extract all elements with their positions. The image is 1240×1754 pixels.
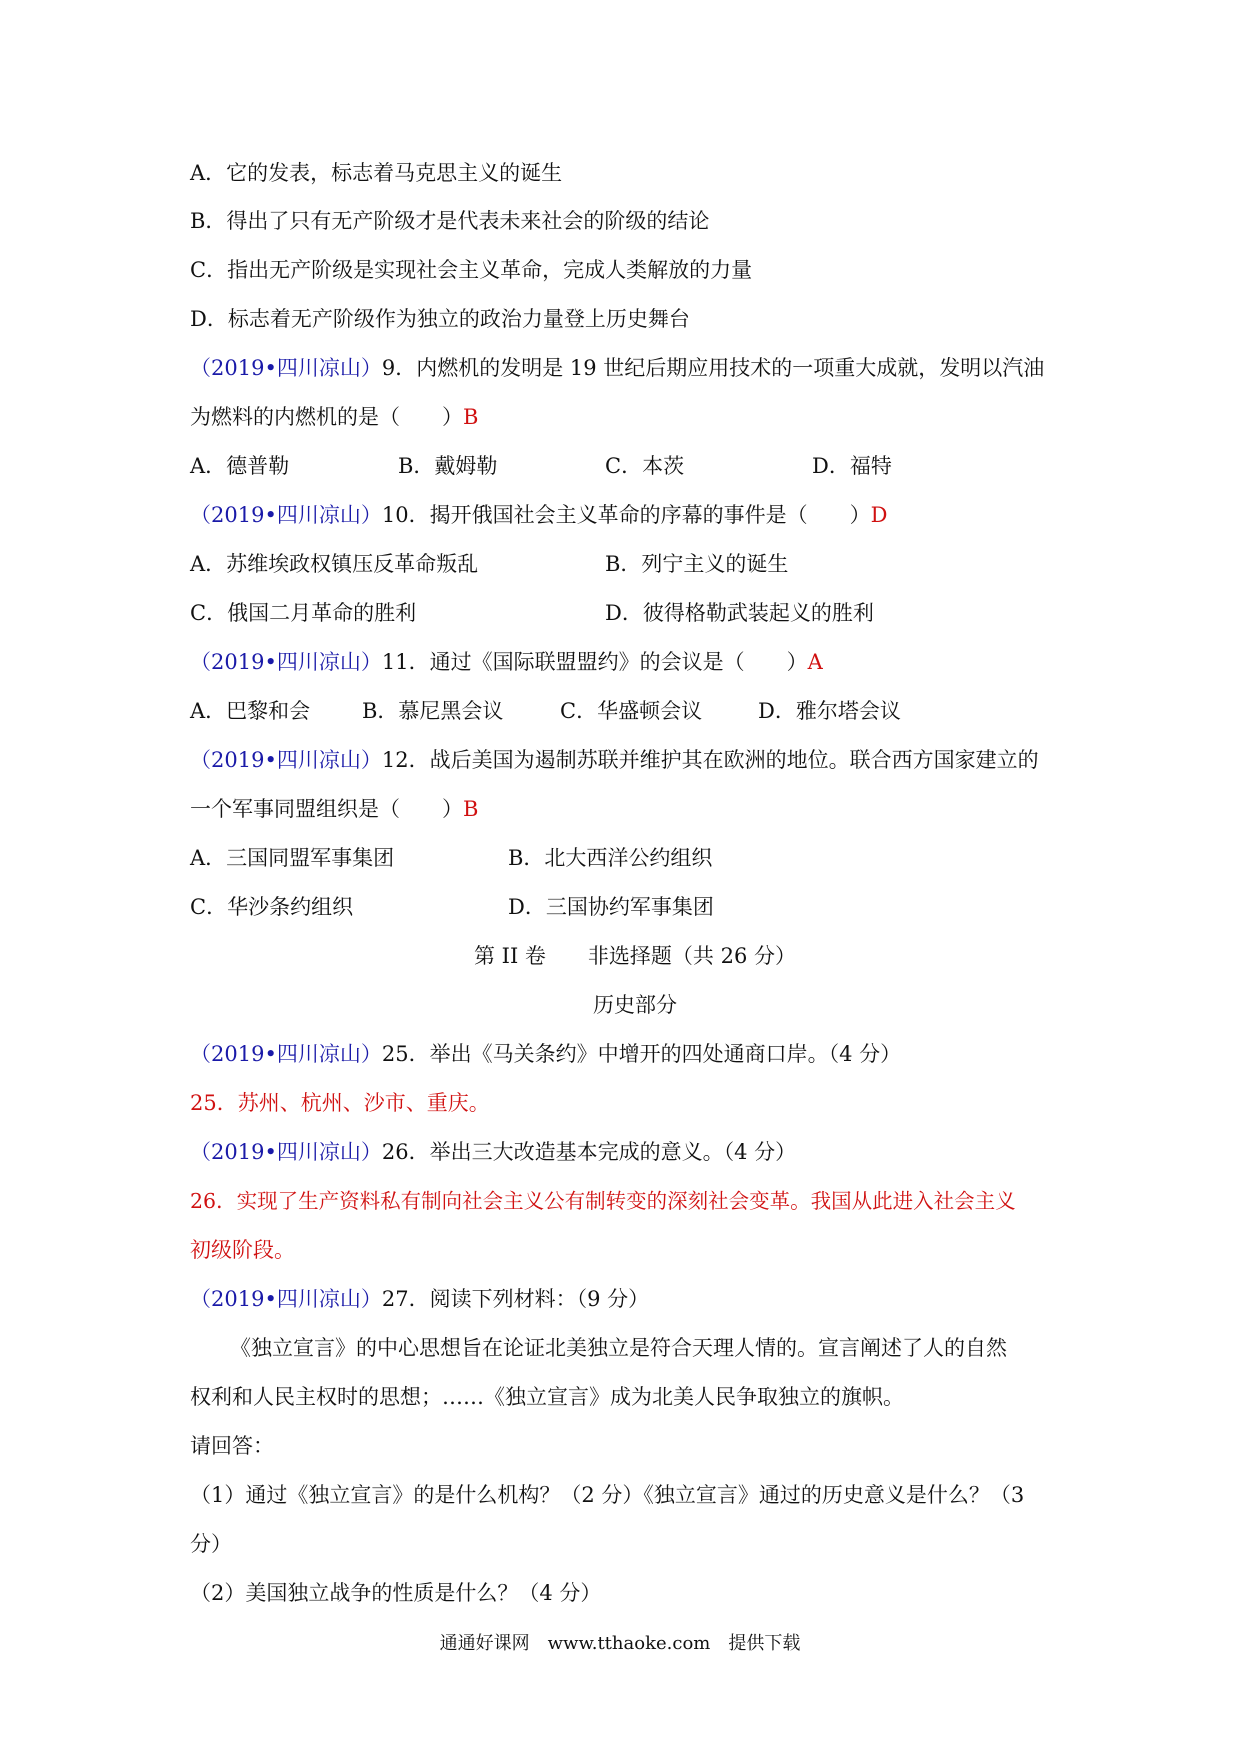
q26-answer-line2: 初级阶段。 [190, 1238, 295, 1262]
q11-option-a: A．巴黎和会 [190, 699, 311, 723]
q8-option-c: C．指出无产阶级是实现社会主义革命，完成人类解放的力量 [190, 258, 753, 282]
q12-option-a: A．三国同盟军事集团 [190, 846, 395, 870]
q9-stem-line2: 为燃料的内燃机的是（ ）B [190, 405, 479, 429]
q12-answer: B [463, 797, 479, 821]
q25-answer: 25．苏州、杭州、沙市、重庆。 [190, 1091, 490, 1115]
q27-material-line1: 《独立宣言》的中心思想旨在论证北美独立是符合天理人情的。宣言阐述了人的自然 [230, 1336, 1007, 1360]
q9-source: （2019•四川凉山） [190, 356, 382, 380]
q12-source: （2019•四川凉山） [190, 748, 382, 772]
q27-stem: （2019•四川凉山）27．阅读下列材料：（9 分） [190, 1287, 650, 1311]
q8-option-d: D．标志着无产阶级作为独立的政治力量登上历史舞台 [190, 307, 690, 331]
q8-option-a: A．它的发表，标志着马克思主义的诞生 [190, 161, 563, 185]
q26-source: （2019•四川凉山） [190, 1140, 382, 1164]
q9-option-b: B．戴姆勒 [398, 454, 498, 478]
q26-answer-line1: 26．实现了生产资料私有制向社会主义公有制转变的深刻社会变革。我国从此进入社会主义 [190, 1189, 1016, 1213]
q27-source: （2019•四川凉山） [190, 1287, 382, 1311]
q11-option-c: C．华盛顿会议 [560, 699, 703, 723]
q11-answer: A [807, 650, 823, 674]
section-subtitle: 历史部分 [593, 993, 677, 1017]
q9-stem-line1: （2019•四川凉山）9．内燃机的发明是 19 世纪后期应用技术的一项重大成就，发明以汽油 [190, 356, 1045, 380]
q10-stem: （2019•四川凉山）10．揭开俄国社会主义革命的序幕的事件是（ ）D [190, 503, 888, 527]
q27-material-line2: 权利和人民主权时的思想；……《独立宣言》成为北美人民争取独立的旗帜。 [190, 1385, 904, 1409]
q27-sub2: （2）美国独立战争的性质是什么？（4 分） [190, 1581, 602, 1605]
page-footer: 通通好课网 www.tthaoke.com 提供下载 [439, 1633, 801, 1654]
q10-option-a: A．苏维埃政权镇压反革命叛乱 [190, 552, 479, 576]
q12-stem-line2: 一个军事同盟组织是（ ）B [190, 797, 479, 821]
q27-prompt: 请回答： [190, 1434, 274, 1458]
q27-sub1-line1: （1）通过《独立宣言》的是什么机构？（2 分）《独立宣言》通过的历史意义是什么？（3 [190, 1483, 1025, 1507]
q9-option-c: C．本茨 [605, 454, 685, 478]
q12-option-d: D．三国协约军事集团 [508, 895, 714, 919]
q11-stem: （2019•四川凉山）11．通过《国际联盟盟约》的会议是（ ）A [190, 650, 823, 674]
q9-option-a: A．德普勒 [190, 454, 290, 478]
q12-option-c: C．华沙条约组织 [190, 895, 354, 919]
q10-option-d: D．彼得格勒武装起义的胜利 [605, 601, 874, 625]
q11-option-d: D．雅尔塔会议 [758, 699, 901, 723]
q26-stem: （2019•四川凉山）26．举出三大改造基本完成的意义。（4 分） [190, 1140, 797, 1164]
q10-option-b: B．列宁主义的诞生 [605, 552, 789, 576]
q12-option-b: B．北大西洋公约组织 [508, 846, 713, 870]
q10-source: （2019•四川凉山） [190, 503, 382, 527]
q9-option-d: D．福特 [812, 454, 892, 478]
section-title: 第 II 卷 非选择题（共 26 分） [473, 944, 796, 968]
q10-option-c: C．俄国二月革命的胜利 [190, 601, 417, 625]
q10-answer: D [870, 503, 888, 527]
q9-answer: B [463, 405, 479, 429]
q8-option-b: B．得出了只有无产阶级才是代表未来社会的阶级的结论 [190, 209, 710, 233]
q12-stem-line1: （2019•四川凉山）12．战后美国为遏制苏联并维护其在欧洲的地位。联合西方国家建立的 [190, 748, 1039, 772]
q25-stem: （2019•四川凉山）25．举出《马关条约》中增开的四处通商口岸。（4 分） [190, 1042, 902, 1066]
q25-source: （2019•四川凉山） [190, 1042, 382, 1066]
q11-option-b: B．慕尼黑会议 [362, 699, 504, 723]
q11-source: （2019•四川凉山） [190, 650, 382, 674]
q27-sub1-line2: 分） [190, 1532, 232, 1556]
